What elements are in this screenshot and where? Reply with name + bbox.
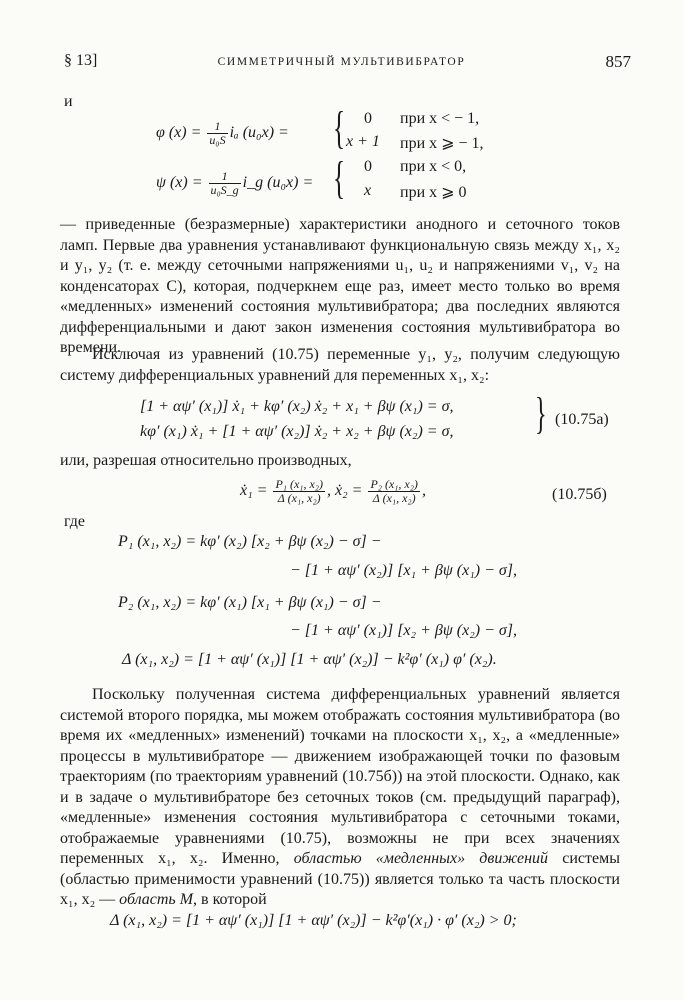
p1-num: P₁ (x₁, x₂) xyxy=(275,477,323,491)
x2dot: , ẋ₂ = xyxy=(326,481,367,499)
phi-frac-den: u₀S xyxy=(209,132,226,147)
phi-rhs: iₐ (u₀x) = xyxy=(229,123,289,141)
psi-case1-value: 0 xyxy=(364,158,372,175)
system-b xyxy=(240,478,426,504)
final-inequality: Δ (x₁, x₂) = [1 + αψ′ (x₁)] [1 + αψ′ (x₂)] − k²φ′(x₁) · φ′ (x₂) > 0; xyxy=(110,912,517,929)
eq-label-10-75b: (10.75б) xyxy=(552,486,607,503)
phi-case1-value: 0 xyxy=(364,110,372,127)
system-a-line1: [1 + αψ′ (x₁)] ẋ₁ + kφ′ (x₂) ẋ₂ + x₁ + βψ (x₁) = σ, xyxy=(140,398,454,415)
phi-definition xyxy=(156,120,289,146)
psi-frac-num: 1 xyxy=(209,170,241,184)
p2-num: P₂ (x₁, x₂) xyxy=(370,477,418,491)
system-a-line2: kφ′ (x₁) ẋ₁ + [1 + αψ′ (x₂)] ẋ₂ + x₂ + βψ (x₂) = σ, xyxy=(140,423,454,440)
def-p2-line2: − [1 + αψ′ (x₁)] [x₂ + βψ (x₂) − σ], xyxy=(290,622,518,639)
psi-fraction xyxy=(209,170,241,196)
psi-definition xyxy=(156,170,313,196)
intro-word: и xyxy=(64,93,73,110)
psi-brace: { xyxy=(333,152,346,203)
p2-den: Δ (x₁, x₂) xyxy=(372,490,416,505)
system-a-brace: } xyxy=(535,389,547,438)
psi-case2-value: x xyxy=(364,182,372,199)
paragraph-resolve: или, разрешая относительно производных, xyxy=(60,452,352,469)
def-p1-line1: P₁ (x₁, x₂) = kφ′ (x₂) [x₂ + βψ (x₂) − σ] − xyxy=(118,533,382,550)
para4-emphasis1: областью «медленных» движений xyxy=(293,850,549,867)
para4-part1: Поскольку полученная система дифференциальных уравнений является системой второго порядка, мы можем отображать состояния мультивибратора (во время их «медленных» изменений) точками на плоскости x₁, x₂, а «медленные» процессы в мультивибраторе — движением изображающей точки по фазовым траекториям (по траекториям уравнений (10.75б)) на этой плоскости. Однако, как и в задаче о мультивибраторе без сеточных токов (см. предыдущий параграф), «медленные» изменения состояния мультивибратора с сеточными токами, отображаемые уравнениями (10.75), возможны не при всех значениях переменных x₁, x₂. Именно, xyxy=(60,686,620,867)
paragraph-phase-plane xyxy=(60,685,620,911)
paragraph-characteristics: — приведенные (безразмерные) характеристики анодного и сеточного токов ламп. Первые два уравнения устанавливают функциональную связь между x₁, x₂ и y₁, y₂ (т. е. между сеточными напряжениями u₁, u₂ и напряжениями v₁, v₂ на конденсаторах C), которая, подчеркнем еще раз, имеет место только во время «медленных» изменений состояния мультивибратора; два последних являются дифференциальными и дают закон изменения состояния мультивибратора во времени. xyxy=(60,216,620,356)
para4-part2: системы (областью применимости уравнений (10.75)) является только та часть плоскости x₁, x₂ — xyxy=(60,850,621,908)
def-p1-line2: − [1 + αψ′ (x₂)] [x₁ + βψ (x₁) − σ], xyxy=(290,562,518,579)
psi-case2-cond: при x ⩾ 0 xyxy=(400,184,467,201)
phi-fraction xyxy=(207,120,227,146)
para4-part3: , в которой xyxy=(193,891,267,908)
phi-brace: { xyxy=(333,102,346,153)
psi-rhs: i_g (u₀x) = xyxy=(242,173,314,191)
phi-frac-num: 1 xyxy=(207,120,227,134)
psi-case1-cond: при x < 0, xyxy=(400,158,467,175)
phi-case2-value: x + 1 xyxy=(346,133,380,150)
x1dot: ẋ₁ = xyxy=(240,481,272,499)
phi-case1-cond: при x < − 1, xyxy=(400,110,480,127)
para4-emphasis2: область M xyxy=(119,891,194,908)
page-number: 857 xyxy=(605,52,631,71)
paragraph-eliminate: Исключая из уравнений (10.75) переменные y₁, y₂, получим следующую систему дифференциальных уравнений для переменных x₁, x₂: xyxy=(60,346,620,384)
psi-lhs: ψ (x) = xyxy=(156,173,207,191)
def-p2-line1: P₂ (x₁, x₂) = kφ′ (x₁) [x₁ + βψ (x₁) − σ] − xyxy=(118,594,382,611)
p1-den: Δ (x₁, x₂) xyxy=(277,490,321,505)
fraction-p1 xyxy=(273,478,325,504)
phi-case2-cond: при x ⩾ − 1, xyxy=(400,135,484,152)
running-title: СИММЕТРИЧНЫЙ МУЛЬТИВИБРАТОР xyxy=(217,56,466,68)
eq-label-10-75a: (10.75а) xyxy=(555,411,609,428)
system-b-tail: , xyxy=(421,481,426,499)
def-delta: Δ (x₁, x₂) = [1 + αψ′ (x₁)] [1 + αψ′ (x₂)] − k²φ′ (x₁) φ′ (x₂). xyxy=(122,651,497,668)
psi-frac-den: u₀S_g xyxy=(210,182,239,197)
phi-lhs: φ (x) = xyxy=(156,123,206,141)
where-word: где xyxy=(64,513,86,530)
section-number: § 13] xyxy=(64,52,98,69)
fraction-p2 xyxy=(368,478,420,504)
